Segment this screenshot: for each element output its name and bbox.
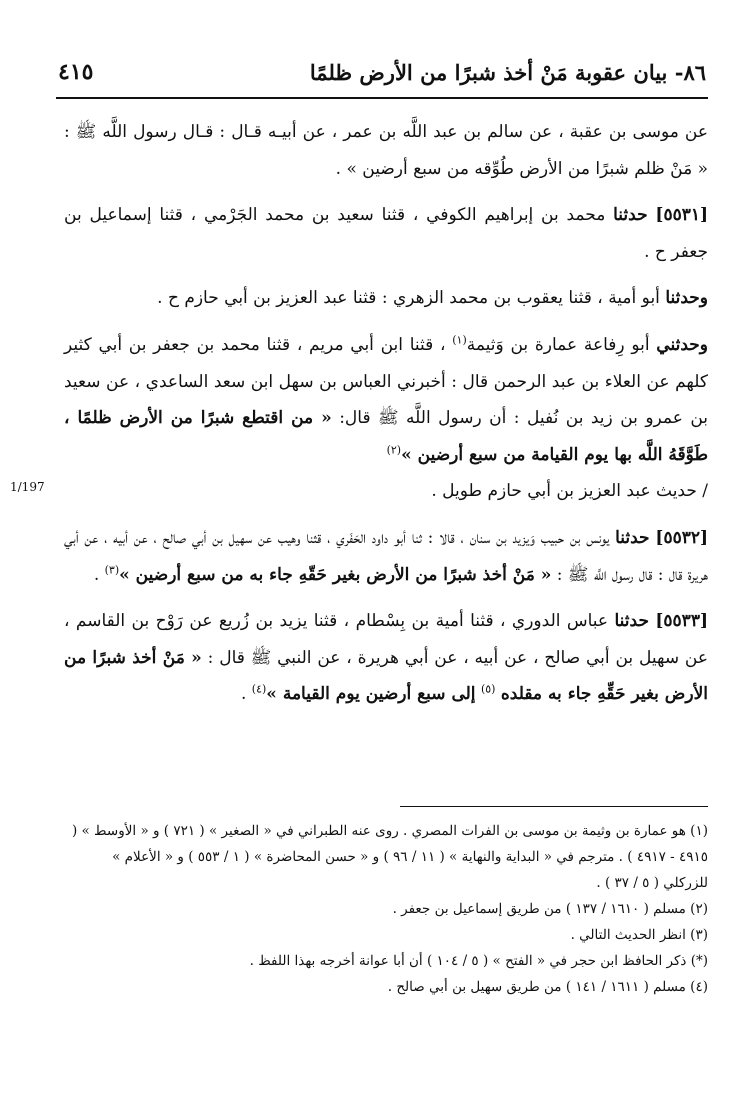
narration-lead: حدثنا bbox=[614, 611, 649, 632]
footnote-ref: (٤) bbox=[251, 682, 267, 696]
footnote-2: (٢) مسلم ( ١٦١٠ / ١٣٧ ) من طريق إسماعيل بن جعفر . bbox=[392, 901, 708, 917]
hadith-5533: [٥٥٣٣] حدثنا عباس الدوري ، قثنا أمية بن بِسْطام ، قثنا يزيد بن زُريع عن رَوْح بن القاسم ، عن سهيل بن أبي صالح ، عن أبيه ، عن أبي هريرة ، عن النبي ﷺ قال : « مَنْ أخذ شبرًا من الأرض بغير حَقِّهِ جاء به مقلده $^{(٥)}$ إلى سبع أرضين يوم القيامة »$^{(٤)}$ . bbox=[64, 611, 708, 705]
hadith-quote: « من اقتطع شبرًا من الأرض ظلمًا ، طَوَّقَهُ اللَّه بها يوم القيامة من سبع أرضين » bbox=[64, 408, 708, 465]
hadith-number: [٥٥٣١] bbox=[655, 205, 709, 226]
paragraph-text: ، قثنا ابن أبي مريم ، قثنا محمد بن جعفر بن أبي كثير كلهم عن العلاء بن عبد الرحمن قال : أخبرني العباس بن سهل ابن سعد الساعدي ، عن سعيد بن عمرو بن زيد بن نُفيل : أن رسول اللَّه ﷺ قال: bbox=[64, 334, 709, 429]
main-text bbox=[64, 114, 708, 713]
chapter-title: ٨٦- بيان عقوبة مَنْ أخذ شبرًا من الأرض ظلمًا bbox=[309, 59, 706, 85]
footnote-ref: (٢) bbox=[386, 443, 402, 457]
footnote-ref: (٣) bbox=[104, 562, 120, 576]
page-header bbox=[58, 52, 706, 92]
paragraph-intro bbox=[64, 114, 708, 187]
hadith-5532: [٥٥٣٢] حدثنا يونس بن حبيب وَيزيد بن سنان ، قالا : ثنا أبو داود الحَفَري ، قثنا وهيب عن سهيل بن أبي صالح ، عن أبيه ، عن أبي هريرة قال : قال رسول اللَّه ﷺ : « مَنْ أخذ شبرًا من الأرض بغير حَقّهِ جاء به من سبع أرضين »$^{(٣)}$ . bbox=[64, 527, 709, 585]
header-rule bbox=[56, 97, 708, 99]
hadith-quote: « مَنْ أخذ شبرًا من الأرض بغير حَقِّهِ جاء به مقلده bbox=[64, 647, 708, 705]
hadith-number: [٥٥٣٢] bbox=[655, 527, 709, 548]
page-number: ٤١٥ bbox=[58, 59, 94, 85]
hadith-quote: إلى سبع أرضين يوم القيامة » bbox=[266, 684, 476, 705]
footnote-4: (٤) مسلم ( ١٦١١ / ١٤١ ) من طريق سهيل بن أبي صالح . bbox=[387, 979, 708, 995]
narration-lead: وحدثني bbox=[656, 334, 708, 355]
hadith-5531 bbox=[64, 197, 708, 270]
paragraph-text: أبو أمية ، قثنا يعقوب بن محمد الزهري : قثنا عبد العزيز بن أبي حازم ح . bbox=[157, 288, 660, 309]
hadith-number: [٥٥٣٣] bbox=[655, 611, 708, 632]
paragraph-wahaddathani bbox=[64, 327, 708, 510]
narration-lead: حدثنا bbox=[613, 205, 648, 226]
narration-lead: حدثنا bbox=[615, 527, 650, 548]
narration-lead: وحدثنا bbox=[665, 288, 708, 309]
paragraph-wahaddathana bbox=[64, 280, 708, 317]
margin-folio-note: 1/197 bbox=[10, 480, 45, 494]
footnote-rule bbox=[400, 806, 708, 807]
footnote-1: (١) هو عمارة بن وثيمة بن موسى بن الفرات المصري . روى عنه الطبراني في « الصغير » ( ٧٢١ ) و « الأوسط » ( ٤٩١٥ - ٤٩١٧ ) . مترجم في « البداية والنهاية » ( ١١ / ٩٦ ) و « حسن المحاضرة » ( ١ / ٥٥٣ ) و « الأعلام » للزركلي ( ٥ / ٣٧ ) . bbox=[71, 823, 708, 891]
hadith-text: عباس الدوري ، قثنا أمية بن بِسْطام ، قثنا يزيد بن زُريع عن رَوْح بن القاسم ، عن سهيل بن أبي صالح ، عن أبيه ، عن أبي هريرة ، عن النبي ﷺ قال : bbox=[64, 611, 708, 668]
footnotes bbox=[64, 818, 708, 1000]
footnote-ref: (٥) bbox=[480, 682, 496, 696]
footnote-ref: (١) bbox=[452, 333, 467, 347]
paragraph-text: أبو رِفاعة عمارة بن وَثيمة bbox=[466, 334, 650, 355]
paragraph-tail: / حديث عبد العزيز بن أبي حازم طويل . bbox=[431, 481, 708, 502]
hadith-text: محمد بن إبراهيم الكوفي ، قثنا سعيد بن محمد الجَرْمي ، قثنا إسماعيل بن جعفر ح . bbox=[64, 205, 708, 262]
footnote-star: (*) ذكر الحافظ ابن حجر في « الفتح » ( ٥ / ١٠٤ ) أن أبا عوانة أخرجه بهذا اللفظ . bbox=[249, 953, 708, 969]
paragraph-text: عن موسى بن عقبة ، عن سالم بن عبد اللَّه بن عمر ، عن أبيـه قـال : قـال رسول اللَّه ﷺ : « مَنْ ظلم شبرًا من الأرض طُوِّقه من سبع أرضين » . bbox=[64, 122, 708, 179]
hadith-quote: « مَنْ أخذ شبرًا من الأرض بغير حَقّهِ جاء به من سبع أرضين » bbox=[119, 564, 552, 585]
hadith-text: يونس بن حبيب وَيزيد بن سنان ، قالا : ثنا أبو داود الحَفَري ، قثنا وهيب عن سهيل بن أبي صالح ، عن أبيه ، عن أبي هريرة قال : قال رسول اللَّه ﷺ : bbox=[64, 527, 708, 585]
footnote-3: (٣) انظر الحديث التالي . bbox=[570, 927, 708, 943]
